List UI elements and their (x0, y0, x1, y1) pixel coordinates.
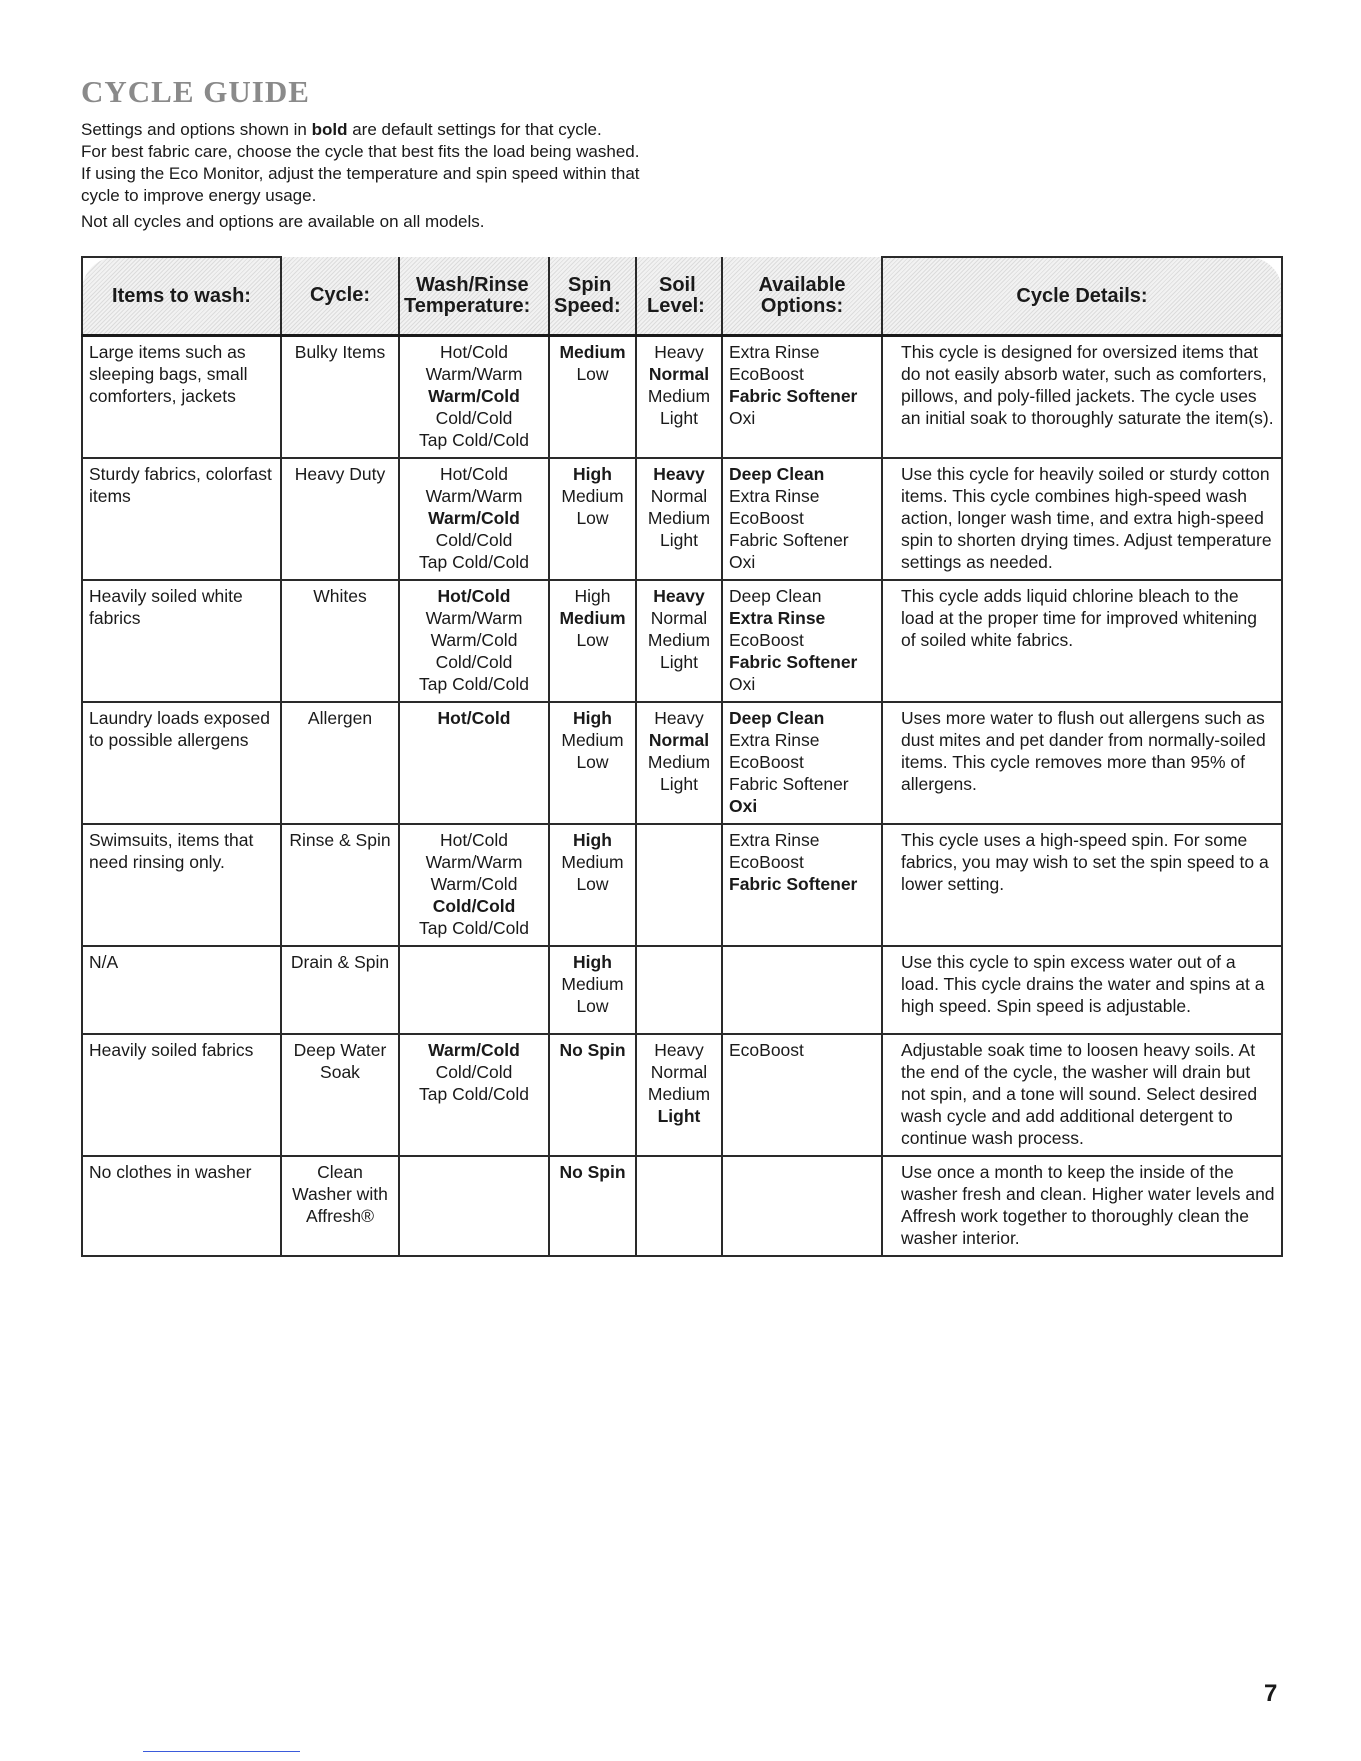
temperature-option: Cold/Cold (432, 896, 516, 916)
spin-option: Medium (559, 342, 626, 362)
spin-option: Medium (561, 974, 624, 994)
table-row (82, 824, 1282, 946)
available-option: Oxi (729, 796, 758, 816)
temperature-option: Tap Cold/Cold (419, 918, 529, 938)
options-cell (722, 458, 882, 580)
cycle-details: This cycle is designed for oversized items that do not easily absorb water, such as comforters, pillows, and poly-filled jackets. The cycle uses an initial soak to thoroughly saturate the item(s). (882, 336, 1282, 459)
cycle-details: Use this cycle for heavily soiled or sturdy cotton items. This cycle combines high-speed wash action, longer wash time, and extra high-speed spin to shorten drying times. Adjust temperature settings as needed. (882, 458, 1282, 580)
spin-option: Medium (561, 852, 624, 872)
temperature-cell (399, 336, 549, 459)
available-option: Oxi (729, 552, 756, 572)
table-row (82, 336, 1282, 459)
intro-line-2: For best fabric care, choose the cycle that best fits the load being washed. (81, 142, 640, 161)
soil-option: Medium (647, 1084, 711, 1104)
spin-speed-cell (549, 458, 636, 580)
soil-option: Light (660, 408, 698, 428)
items-cell: Laundry loads exposed to possible allergens (82, 702, 281, 824)
table-row (82, 1156, 1282, 1256)
soil-option: Medium (647, 508, 711, 528)
temperature-cell (399, 580, 549, 702)
temperature-option: Cold/Cold (435, 652, 513, 672)
temperature-cell (399, 946, 549, 1034)
temperature-cell (399, 702, 549, 824)
soil-option: Normal (648, 364, 710, 384)
items-cell: Heavily soiled fabrics (82, 1034, 281, 1156)
spin-option: Low (576, 630, 609, 650)
soil-option: Medium (647, 630, 711, 650)
header-spin-speed: Spin Speed: (549, 257, 636, 336)
cycle-details: This cycle adds liquid chlorine bleach to the load at the proper time for improved whitening of soiled white fabrics. (882, 580, 1282, 702)
available-option: Extra Rinse (729, 342, 820, 362)
header-cycle-details: Cycle Details: (882, 257, 1282, 336)
temperature-cell (399, 458, 549, 580)
soil-level-cell (636, 1034, 722, 1156)
soil-option: Heavy (653, 464, 705, 484)
options-cell (722, 580, 882, 702)
available-option: Deep Clean (729, 586, 822, 606)
temperature-option: Tap Cold/Cold (419, 1084, 529, 1104)
soil-level-cell (636, 1156, 722, 1256)
soil-option: Normal (650, 608, 708, 628)
available-option: EcoBoost (729, 1040, 804, 1060)
temperature-cell (399, 824, 549, 946)
table-header-row (82, 257, 1282, 336)
soil-option: Normal (650, 486, 708, 506)
options-cell (722, 1156, 882, 1256)
soil-level-cell (636, 580, 722, 702)
intro-text (81, 119, 781, 233)
header-soil-level: Soil Level: (636, 257, 722, 336)
temperature-option: Warm/Cold (428, 1040, 520, 1060)
items-cell: Heavily soiled white fabrics (82, 580, 281, 702)
available-option: Deep Clean (729, 464, 825, 484)
soil-level-cell (636, 336, 722, 459)
spin-option: High (573, 464, 612, 484)
temperature-option: Cold/Cold (435, 530, 513, 550)
available-option: Fabric Softener (729, 386, 858, 406)
soil-level-cell (636, 458, 722, 580)
available-option: Fabric Softener (729, 774, 849, 794)
spin-option: Low (576, 996, 609, 1016)
header-cycle: Cycle: (281, 257, 399, 336)
header-available-options: Available Options: (722, 257, 882, 336)
soil-level-cell (636, 946, 722, 1034)
temperature-option: Warm/Cold (430, 630, 518, 650)
available-option: Extra Rinse (729, 486, 820, 506)
table-row (82, 458, 1282, 580)
items-cell: Swimsuits, items that need rinsing only. (82, 824, 281, 946)
intro-bold-word: bold (311, 120, 348, 139)
soil-option: Normal (648, 730, 710, 750)
spin-option: Low (576, 874, 609, 894)
soil-option: Light (660, 530, 698, 550)
available-option: EcoBoost (729, 364, 804, 384)
soil-option: Heavy (654, 708, 704, 728)
temperature-option: Cold/Cold (435, 1062, 513, 1082)
temperature-cell (399, 1034, 549, 1156)
spin-speed-cell (549, 946, 636, 1034)
temperature-option: Hot/Cold (439, 830, 509, 850)
table-body (82, 336, 1282, 1257)
soil-option: Light (660, 774, 698, 794)
temperature-option: Hot/Cold (439, 342, 509, 362)
spin-option: Low (576, 752, 609, 772)
items-cell: Sturdy fabrics, colorfast items (82, 458, 281, 580)
available-option: Fabric Softener (729, 652, 858, 672)
temperature-option: Hot/Cold (437, 708, 511, 728)
available-option: Extra Rinse (729, 730, 820, 750)
header-items: Items to wash: (82, 257, 281, 336)
items-cell: No clothes in washer (82, 1156, 281, 1256)
soil-option: Light (660, 652, 698, 672)
table-row (82, 702, 1282, 824)
temperature-option: Warm/Warm (425, 852, 523, 872)
cycle-name: Deep Water Soak (281, 1034, 399, 1156)
temperature-option: Tap Cold/Cold (419, 552, 529, 572)
spin-option: Medium (561, 486, 624, 506)
intro-line-3: If using the Eco Monitor, adjust the temperature and spin speed within that (81, 164, 640, 183)
temperature-option: Warm/Cold (428, 386, 520, 406)
cycle-guide-table (81, 256, 1283, 1257)
options-cell (722, 824, 882, 946)
available-option: EcoBoost (729, 630, 804, 650)
available-option: Oxi (729, 408, 756, 428)
temperature-option: Tap Cold/Cold (419, 674, 529, 694)
soil-option: Light (657, 1106, 701, 1126)
spin-option: Low (576, 508, 609, 528)
soil-level-cell (636, 824, 722, 946)
available-option: EcoBoost (729, 852, 804, 872)
cycle-name: Whites (281, 580, 399, 702)
items-cell: Large items such as sleeping bags, small comforters, jackets (82, 336, 281, 459)
cycle-details: Uses more water to flush out allergens such as dust mites and pet dander from normally-soiled items. This cycle removes more than 95% of allergens. (882, 702, 1282, 824)
available-option: Fabric Softener (729, 530, 849, 550)
spin-option: High (573, 952, 612, 972)
spin-option: No Spin (559, 1040, 626, 1060)
available-option: Extra Rinse (729, 830, 820, 850)
cycle-details: Adjustable soak time to loosen heavy soils. At the end of the cycle, the washer will drain but not spin, and a tone will sound. Select desired wash cycle and add additional detergent to continue wash process. (882, 1034, 1282, 1156)
soil-option: Medium (647, 752, 711, 772)
table-row (82, 580, 1282, 702)
cycle-name: Clean Washer with Affresh® (281, 1156, 399, 1256)
cycle-name: Bulky Items (281, 336, 399, 459)
spin-speed-cell (549, 580, 636, 702)
temperature-option: Hot/Cold (437, 586, 511, 606)
intro-line-5: Not all cycles and options are available on all models. (81, 212, 485, 231)
cycle-name: Rinse & Spin (281, 824, 399, 946)
available-option: Oxi (729, 674, 756, 694)
table-row (82, 946, 1282, 1034)
footer-rule (143, 1751, 300, 1752)
available-option: Fabric Softener (729, 874, 858, 894)
temperature-cell (399, 1156, 549, 1256)
cycle-name: Heavy Duty (281, 458, 399, 580)
spin-option: Low (576, 364, 609, 384)
soil-option: Normal (650, 1062, 708, 1082)
intro-line-1-end: are default settings for that cycle. (347, 120, 602, 139)
spin-option: No Spin (559, 1162, 626, 1182)
temperature-option: Warm/Warm (425, 608, 523, 628)
spin-speed-cell (549, 824, 636, 946)
soil-option: Heavy (653, 586, 705, 606)
spin-option: High (573, 708, 612, 728)
options-cell (722, 336, 882, 459)
temperature-option: Warm/Cold (428, 508, 520, 528)
options-cell (722, 702, 882, 824)
cycle-details: Use once a month to keep the inside of the washer fresh and clean. Higher water levels and Affresh work together to thoroughly clean the washer interior. (882, 1156, 1282, 1256)
temperature-option: Warm/Warm (425, 486, 523, 506)
temperature-option: Warm/Cold (430, 874, 518, 894)
header-temperature: Wash/Rinse Temperature: (399, 257, 549, 336)
temperature-option: Tap Cold/Cold (419, 430, 529, 450)
intro-line-4: cycle to improve energy usage. (81, 186, 317, 205)
spin-option: High (573, 830, 612, 850)
page-title: CYCLE GUIDE (81, 74, 310, 109)
temperature-option: Hot/Cold (439, 464, 509, 484)
intro-line-1-start: Settings and options shown in (81, 120, 312, 139)
intro-line-1 (81, 119, 781, 141)
available-option: EcoBoost (729, 752, 804, 772)
soil-option: Heavy (654, 1040, 704, 1060)
spin-speed-cell (549, 336, 636, 459)
available-option: Extra Rinse (729, 608, 826, 628)
available-option: EcoBoost (729, 508, 804, 528)
spin-speed-cell (549, 1156, 636, 1256)
spin-option: Medium (559, 608, 626, 628)
spin-option: High (574, 586, 611, 606)
temperature-option: Cold/Cold (435, 408, 513, 428)
cycle-details: Use this cycle to spin excess water out of a load. This cycle drains the water and spins at a high speed. Spin speed is adjustable. (882, 946, 1282, 1034)
options-cell (722, 1034, 882, 1156)
available-option: Deep Clean (729, 708, 825, 728)
cycle-name: Allergen (281, 702, 399, 824)
table-row (82, 1034, 1282, 1156)
soil-option: Medium (647, 386, 711, 406)
cycle-details: This cycle uses a high-speed spin. For some fabrics, you may wish to set the spin speed to a lower setting. (882, 824, 1282, 946)
spin-option: Medium (561, 730, 624, 750)
spin-speed-cell (549, 702, 636, 824)
soil-option: Heavy (654, 342, 704, 362)
items-cell: N/A (82, 946, 281, 1034)
spin-speed-cell (549, 1034, 636, 1156)
soil-level-cell (636, 702, 722, 824)
page-number: 7 (1264, 1680, 1278, 1707)
options-cell (722, 946, 882, 1034)
cycle-name: Drain & Spin (281, 946, 399, 1034)
temperature-option: Warm/Warm (425, 364, 523, 384)
